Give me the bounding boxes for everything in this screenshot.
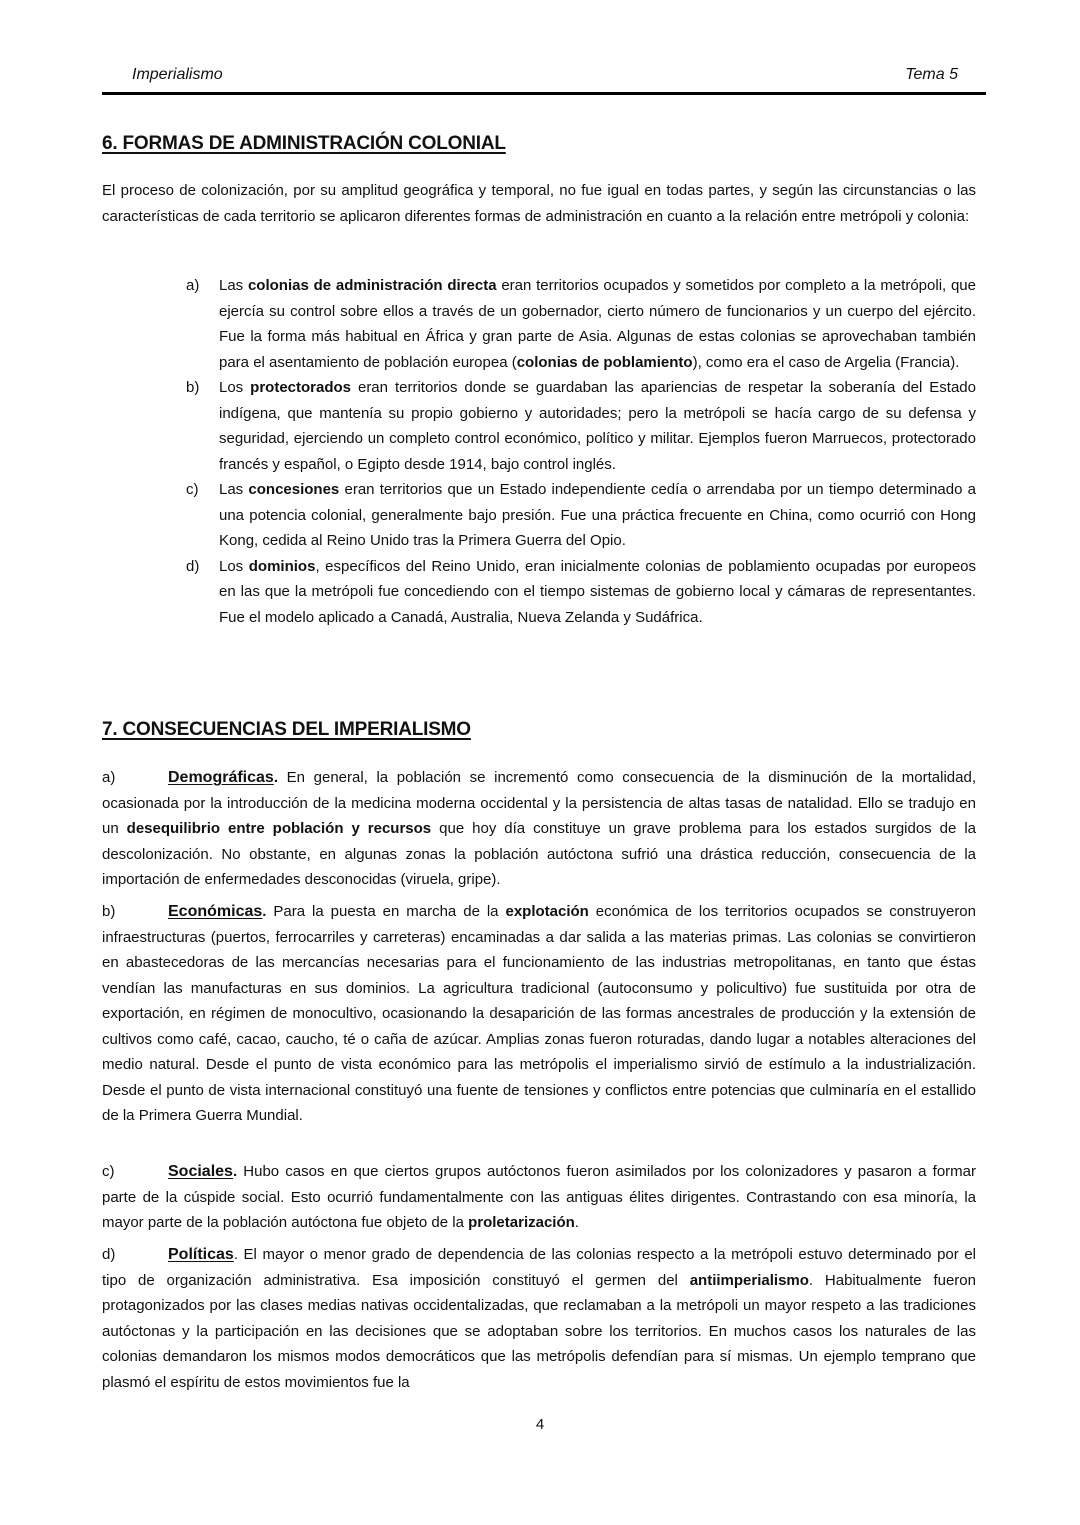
key-term: dominios [248, 557, 316, 575]
key-term: concesiones [248, 481, 340, 498]
key-term: antiimperialismo [689, 1271, 809, 1289]
page-header [102, 62, 986, 95]
consequence-topic: Sociales [168, 1163, 233, 1180]
consequence-demographic: a) Demográficas. En general, la población se incrementó como consecuencia de la disminución de la mortalidad, ocasionada por la introducción de la medicina moderna occidental y la persistencia de altas tasas de natalidad. Ello se tradujo en un desequilibrio entre población y recursos que hoy día constituye un grave problema para los estados surgidos de la descolonización. No obstante, en algunas zonas la población autóctona sufrió una drástica reducción, consecuencia de la importación de enfermedades desconocidas (viruela, gripe). [102, 765, 976, 893]
consequence-political: d) Políticas. El mayor o menor grado de dependencia de las colonias respecto a la metrópoli estuvo determinado por el tipo de organización administrativa. Esa imposición constituyó el germen del antiimperialismo. Habitualmente fueron protagonizados por las clases medias nativas occidentalizadas, que reclamaban a la metrópoli un mayor respeto a las tradiciones autóctonas y la participación en las decisiones que se adoptaban sobre los territorios. En muchos casos los naturales de las colonias demandaron los mismos modos democráticos que las metrópolis defendían para sí mismas. Un ejemplo temprano que plasmó el espíritu de estos movimientos fue la [102, 1242, 976, 1395]
section-6-intro: El proceso de colonización, por su amplitud geográfica y temporal, no fue igual en todas partes, y según las circunstancias o las características de cada territorio se aplicaron diferentes formas de administración en cuanto a la relación entre metrópoli y colonia: [102, 182, 976, 225]
list-item: a) Las colonias de administración directa eran territorios ocupados y sometidos por completo a la metrópoli, que ejercía su control sobre ellos a través de un gobernador, cierto número de funcionarios y un cuerpo del ejército. Fue la forma más habitual en África y gran parte de Asia. Algunas de estas colonias se aprovechaban también para el asentamiento de población europea (colonias de poblamiento), como era el caso de Argelia (Francia). [186, 273, 976, 375]
section-7-title: 7. CONSECUENCIAS DEL IMPERIALISMO [102, 719, 471, 740]
key-term: proletarización [468, 1214, 575, 1231]
item-letter: b) [102, 903, 116, 920]
page-number: 4 [535, 1416, 545, 1433]
header-topic: Imperialismo [132, 66, 223, 83]
consequence-topic: Políticas [168, 1246, 234, 1263]
header-unit: Tema 5 [905, 66, 958, 83]
list-marker: a) [186, 277, 200, 294]
list-item: d) Los dominios, específicos del Reino Unido, eran inicialmente colonias de poblamiento ocupadas por europeos en las que la metrópoli fue concediendo con el tiempo sistemas de gobierno local y cámaras de representantes. Fue el modelo aplicado a Canadá, Australia, Nueva Zelanda y Sudáfrica. [186, 554, 976, 631]
list-marker: b) [186, 379, 200, 396]
key-term: colonias de poblamiento [516, 353, 693, 371]
consequence-topic: Demográficas [168, 769, 274, 786]
key-term: explotación [505, 903, 589, 920]
item-letter: c) [102, 1163, 115, 1180]
consequence-social: c) Sociales. Hubo casos en que ciertos grupos autóctonos fueron asimilados por los colonizadores y pasaron a formar parte de la cúspide social. Esto ocurrió fundamentalmente con las antiguas élites dirigentes. Contrastando con esa minoría, la mayor parte de la población autóctona fue objeto de la proletarización. [102, 1159, 976, 1236]
list-item: b) Los protectorados eran territorios donde se guardaban las apariencias de respetar la soberanía del Estado indígena, que mantenía su propio gobierno y autoridades; pero la metrópoli se hacía cargo de su defensa y seguridad, ejerciendo un completo control económico, político y militar. Ejemplos fueron Marruecos, protectorado francés y español, o Egipto desde 1914, bajo control inglés. [186, 375, 976, 477]
list-item: c) Las concesiones eran territorios que un Estado independiente cedía o arrendaba por un tiempo determinado a una potencia colonial, generalmente bajo presión. Fue una práctica frecuente en China, como ocurrió con Hong Kong, cedida al Reino Unido tras la Primera Guerra del Opio. [186, 477, 976, 554]
item-letter: d) [102, 1246, 116, 1263]
section-6-title: 6. FORMAS DE ADMINISTRACIÓN COLONIAL [102, 133, 506, 154]
consequence-economic: b) Económicas. Para la puesta en marcha de la explotación económica de los territorios ocupados se construyeron infraestructuras (puertos, ferrocarriles y carreteras) encaminadas a dar salida a las materias primas. Las colonias se convirtieron en abastecedoras de las mercancías necesarias para el funcionamiento de las industrias metropolitanas, en tanto que éstas vendían las manufacturas en sus dominios. La agricultura tradicional (autoconsumo y policultivo) fue sustituida por otra de exportación, en régimen de monocultivo, ocasionando la desaparición de las formas ancestrales de producción y la extensión de cultivos como café, cacao, caucho, té o caña de azúcar. Amplias zonas fueron roturadas, dando lugar a notables alteraciones del medio natural. Desde el punto de vista económico para las metrópolis el imperialismo sirvió de estímulo a la industrialización. Desde el punto de vista internacional constituyó una fuente de tensiones y conflictos entre potencias que culminaría en el estallido de la Primera Guerra Mundial. [102, 899, 976, 1129]
list-marker: d) [186, 557, 200, 575]
administration-forms-list [186, 273, 976, 630]
key-term: colonias de administración directa [247, 277, 497, 294]
consequence-topic: Económicas [168, 903, 263, 920]
key-term: desequilibrio entre población y recursos [126, 820, 432, 837]
item-letter: a) [102, 769, 116, 786]
key-term: protectorados [250, 379, 352, 396]
list-marker: c) [186, 481, 199, 498]
